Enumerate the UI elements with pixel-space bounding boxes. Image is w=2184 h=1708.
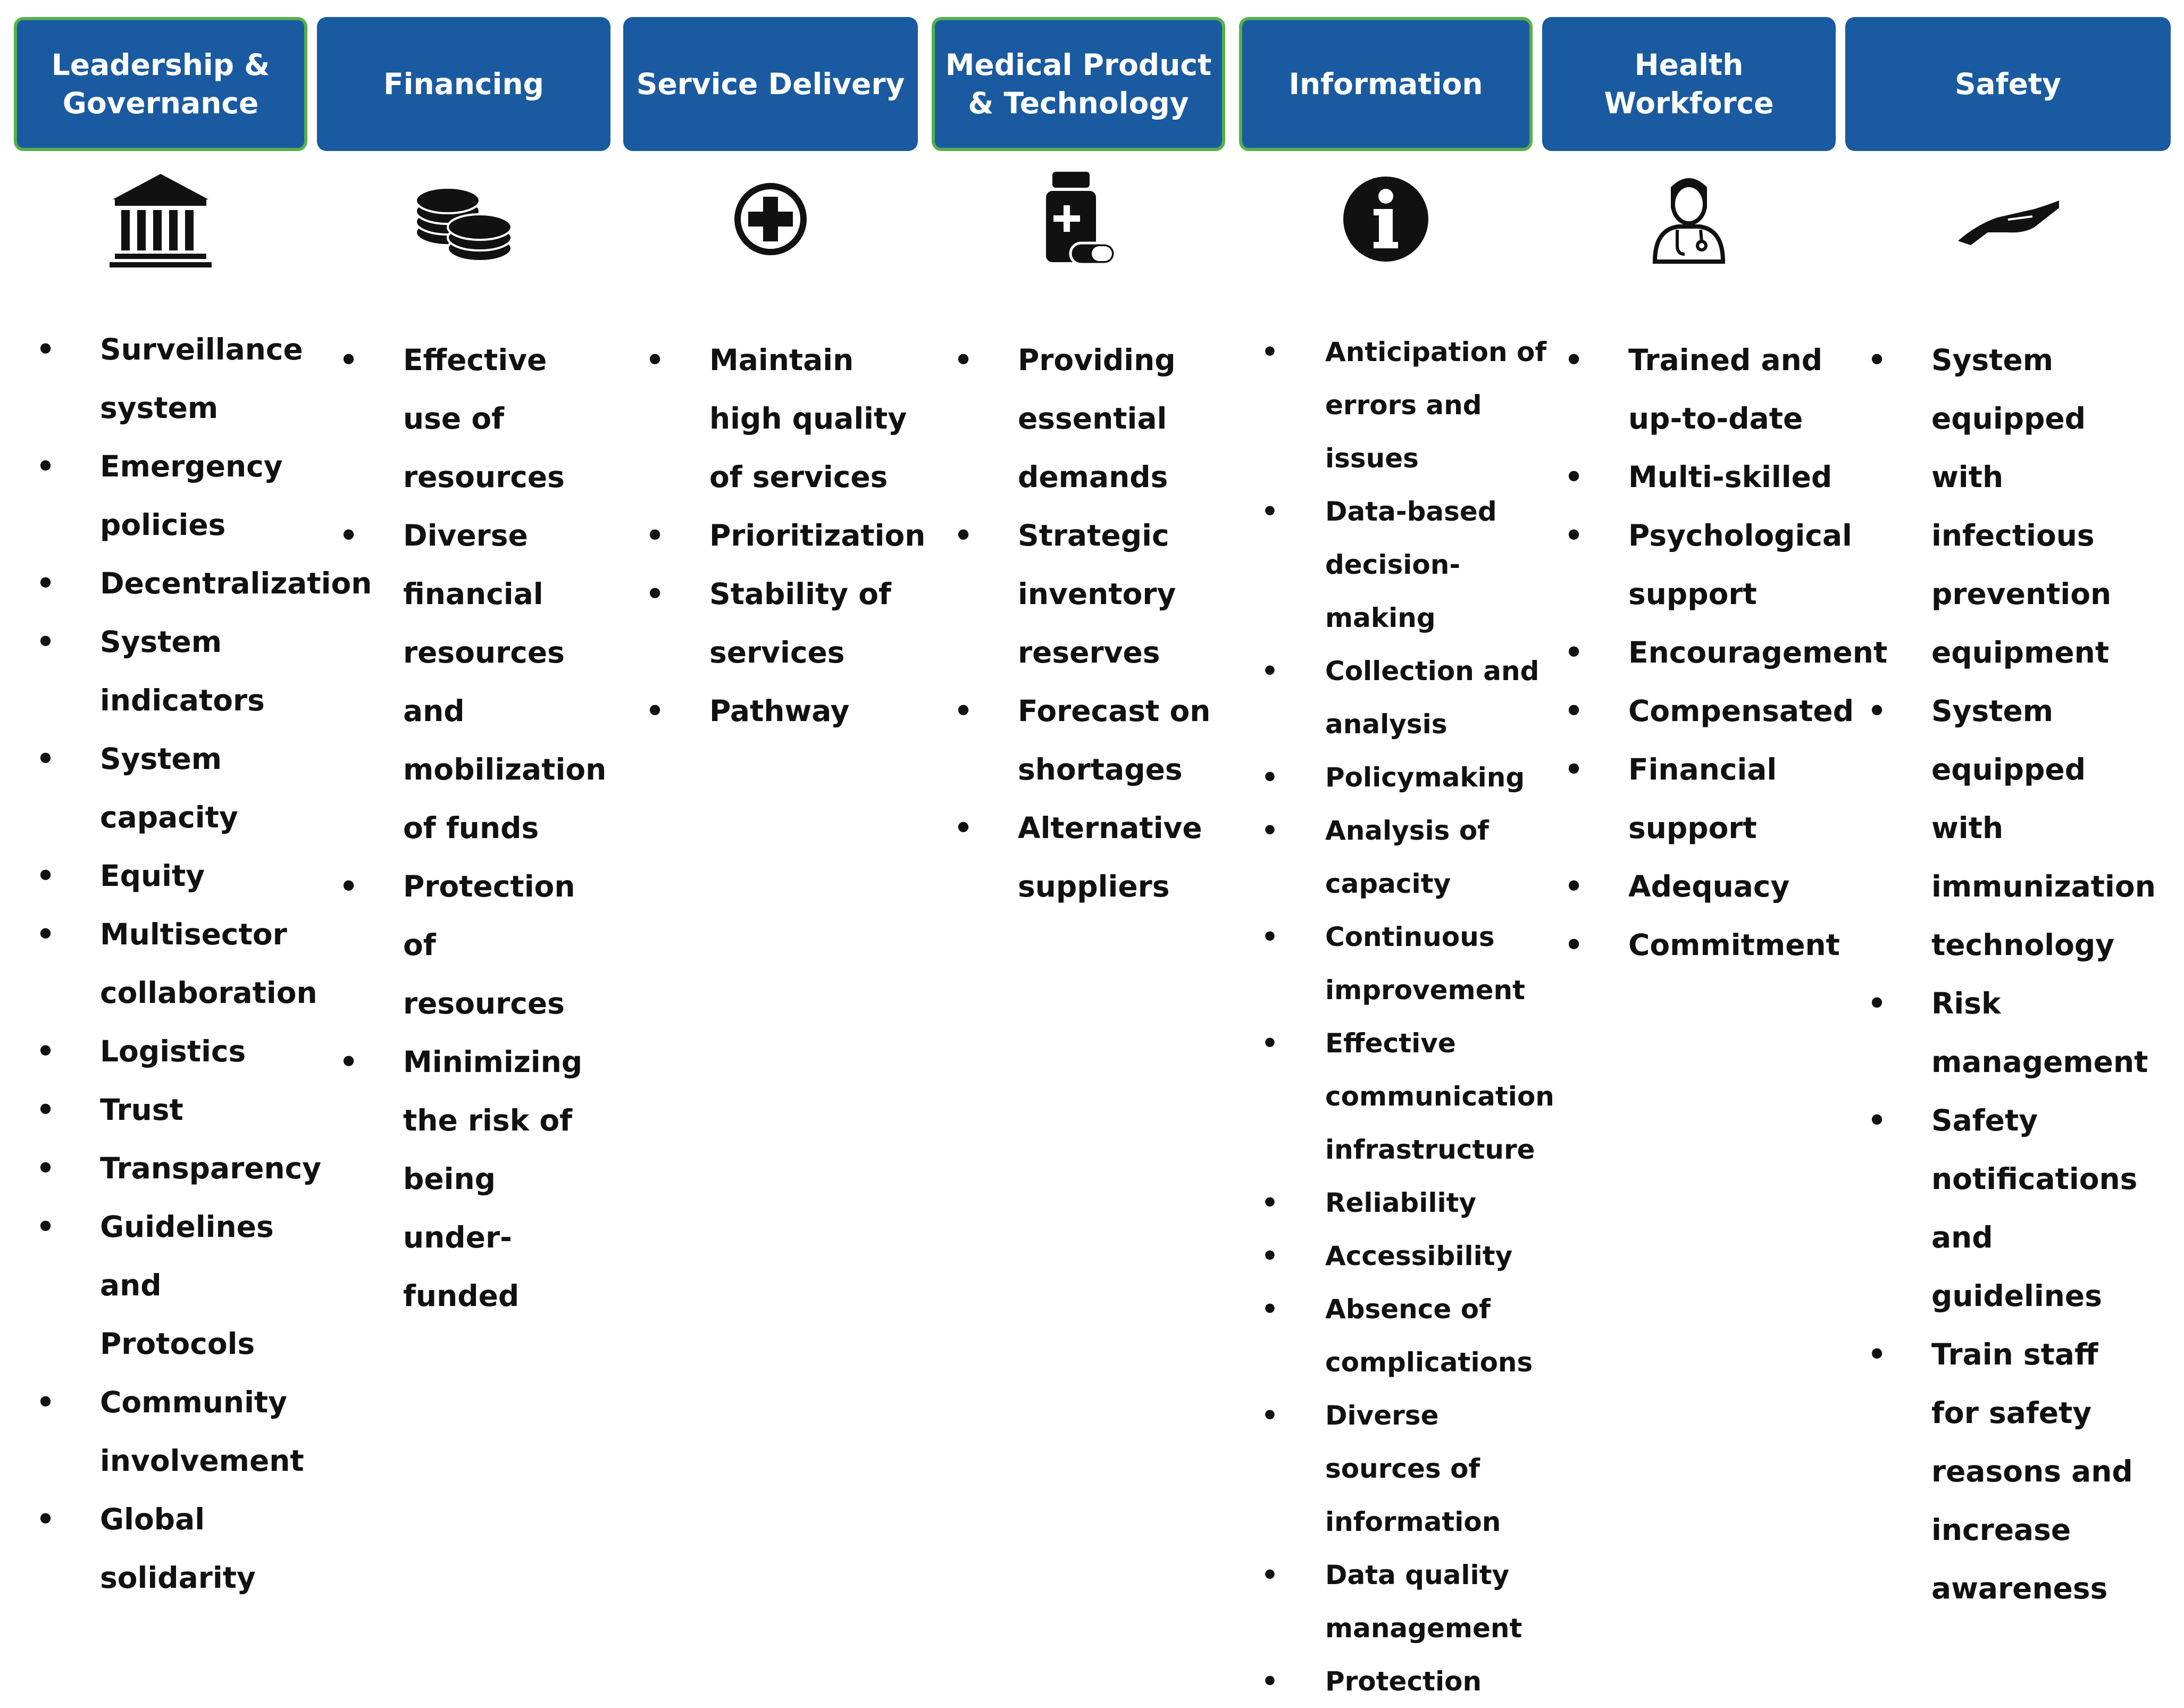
coins-stack-icon (317, 161, 610, 278)
column-financing (317, 17, 610, 1313)
list-item-text: Adequacy (1628, 869, 1790, 903)
list-item-text: Strategic inventory reserves (1018, 518, 1176, 669)
list-item (932, 331, 1240, 506)
list-item (1239, 804, 1547, 910)
list-item-text: Emergency policies (100, 449, 283, 542)
list-item (623, 506, 926, 565)
bullet-icon: • (1261, 1241, 1278, 1271)
bullet-icon: • (339, 343, 358, 377)
bullet-icon: • (339, 1045, 358, 1079)
bullet-icon: • (1261, 922, 1278, 952)
bullet-icon: • (1868, 343, 1887, 377)
column-header: Health Workforce (1542, 17, 1836, 151)
list-item-text: Maintain high quality of services (709, 343, 907, 494)
list-item-text: Global solidarity (100, 1502, 256, 1595)
bullet-icon: • (36, 859, 55, 893)
list-item (1239, 1389, 1547, 1548)
list-item-text: Risk management (1931, 986, 2148, 1079)
bullet-icon: • (339, 869, 358, 903)
list-item (14, 1373, 354, 1490)
item-list (1239, 325, 1554, 1708)
bullet-icon: • (954, 343, 973, 377)
list-item (317, 331, 615, 506)
list-item-text: Data quality management (1325, 1560, 1522, 1644)
list-item (1239, 1229, 1547, 1283)
list-item-text: Forecast on shortages (1018, 694, 1211, 786)
list-item-text: Train staff for safety reasons and increase awareness (1931, 1337, 2133, 1605)
bullet-icon: • (36, 1385, 55, 1419)
list-item (1845, 1325, 2171, 1618)
bullet-icon: • (1868, 986, 1887, 1020)
list-item-text: Financial support (1628, 752, 1777, 845)
list-item-text: System capacity (100, 742, 238, 834)
list-item (14, 905, 354, 1022)
list-item (14, 1490, 354, 1607)
list-item (14, 437, 354, 554)
list-item-text: Multisector collaboration (100, 917, 317, 1010)
list-item-text: Logistics (100, 1034, 246, 1068)
list-item (1239, 1017, 1554, 1176)
bullet-icon: • (1868, 694, 1887, 728)
list-item-text: Diverse sources of information (1325, 1400, 1501, 1537)
bullet-icon: • (1868, 1103, 1887, 1137)
list-item (14, 847, 354, 905)
list-item-text: Decentralization (100, 566, 372, 600)
bullet-icon: • (1564, 694, 1584, 728)
bullet-icon: • (646, 577, 665, 611)
bullet-icon: • (646, 518, 665, 552)
list-item (1542, 331, 1840, 448)
column-header: Safety (1845, 17, 2171, 151)
column-leadership-governance (14, 17, 372, 1595)
list-item-text: Alternative suppliers (1018, 811, 1202, 903)
list-item (1542, 740, 1840, 857)
bullet-icon: • (1564, 752, 1584, 786)
column-service-delivery (623, 17, 926, 728)
list-item-text: Equity (100, 859, 205, 893)
column-header: Medical Product & Technology (932, 17, 1225, 151)
list-item-text: Transparency (100, 1151, 322, 1185)
list-item (1845, 1091, 2171, 1325)
list-item (14, 1081, 354, 1139)
list-item-text: System equipped with immunization technology (1931, 694, 2156, 962)
info-icon (1239, 161, 1533, 278)
column-medical-product-technology (932, 17, 1225, 903)
column-safety (1845, 17, 2171, 1605)
item-list (932, 331, 1240, 916)
list-item (1239, 1176, 1547, 1229)
bullet-icon: • (1261, 815, 1278, 846)
item-list (1542, 331, 1888, 974)
list-item (1845, 331, 2171, 682)
bullet-icon: • (1261, 656, 1278, 686)
list-item (932, 506, 1240, 682)
list-item (1239, 325, 1547, 485)
item-list (1845, 331, 2171, 1618)
caring-hand-icon (1845, 161, 2171, 278)
list-item (14, 554, 372, 613)
list-item-text: System indicators (100, 625, 265, 717)
list-item-text: Stability of services (709, 577, 891, 669)
list-item (317, 1033, 615, 1325)
bullet-icon: • (646, 694, 665, 728)
list-item (14, 1139, 354, 1198)
list-item-text: Effective communication infrastructure (1325, 1028, 1554, 1165)
list-item-text: Trust (100, 1093, 183, 1127)
list-item-text: Community involvement (100, 1385, 304, 1478)
list-item (623, 331, 921, 506)
list-item (14, 320, 354, 437)
bullet-icon: • (1564, 518, 1584, 552)
list-item-text: Effective use of resources (403, 343, 565, 494)
bullet-icon: • (36, 1502, 55, 1536)
list-item-text: Prioritization (709, 518, 926, 552)
bullet-icon: • (36, 1151, 55, 1185)
list-item-text: Protection (1325, 1666, 1482, 1697)
list-item-text: Collection and analysis (1325, 656, 1539, 740)
list-item-text: Guidelines and Protocols (100, 1210, 274, 1361)
list-item-text: Pathway (709, 694, 850, 728)
list-item (14, 1022, 354, 1081)
bullet-icon: • (1261, 1294, 1278, 1325)
bullet-icon: • (36, 625, 55, 659)
list-item-text: Accessibility (1325, 1241, 1513, 1271)
list-item (1542, 857, 1840, 916)
list-item-text: Trained and up-to-date (1628, 343, 1823, 436)
list-item-text: Surveillance system (100, 332, 303, 425)
list-item (317, 506, 615, 857)
bullet-icon: • (36, 449, 55, 483)
bullet-icon: • (339, 518, 358, 552)
list-item (1239, 910, 1547, 1017)
list-item-text: Policymaking (1325, 762, 1525, 793)
bullet-icon: • (36, 332, 55, 366)
list-item-text: Minimizing the risk of being under-funded (403, 1045, 583, 1313)
list-item (623, 682, 921, 740)
list-item-text: Anticipation of errors and issues (1325, 337, 1547, 474)
list-item-text: Providing essential demands (1018, 343, 1176, 494)
list-item (14, 613, 354, 730)
bullet-icon: • (1261, 1028, 1278, 1059)
bullet-icon: • (36, 742, 55, 776)
bullet-icon: • (36, 566, 55, 600)
bullet-icon: • (646, 343, 665, 377)
bullet-icon: • (36, 1034, 55, 1068)
bullet-icon: • (1261, 337, 1278, 367)
bullet-icon: • (954, 518, 973, 552)
column-header: Leadership & Governance (14, 17, 307, 151)
list-item (1239, 1548, 1547, 1655)
list-item-text: Analysis of capacity (1325, 815, 1489, 899)
bullet-icon: • (1261, 1560, 1278, 1590)
bullet-icon: • (1564, 928, 1584, 962)
bullet-icon: • (954, 694, 973, 728)
list-item-text: Psychological support (1628, 518, 1852, 611)
list-item-text: Protection of resources (403, 869, 575, 1020)
column-header: Financing (317, 17, 610, 151)
bullet-icon: • (1261, 762, 1278, 793)
list-item (14, 1198, 354, 1373)
list-item (932, 682, 1240, 799)
list-item (1542, 506, 1852, 623)
list-item (1542, 448, 1840, 506)
list-item-text: Absence of complications (1325, 1294, 1533, 1378)
list-item (932, 799, 1240, 916)
bullet-icon: • (1261, 1187, 1278, 1218)
bullet-icon: • (36, 1210, 55, 1244)
bullet-icon: • (1564, 869, 1584, 903)
list-item-text: Safety notifications and guidelines (1931, 1103, 2138, 1313)
column-header: Service Delivery (623, 17, 918, 151)
list-item (1542, 623, 1888, 682)
list-item (1239, 644, 1547, 751)
column-health-workforce (1542, 17, 1888, 962)
list-item (1542, 682, 1854, 740)
list-item (1239, 1655, 1547, 1708)
bullet-icon: • (1261, 1400, 1278, 1431)
bullet-icon: • (954, 811, 973, 845)
list-item (317, 857, 615, 1033)
bullet-icon: • (1868, 1337, 1887, 1371)
bullet-icon: • (1261, 1666, 1278, 1697)
list-item (623, 565, 921, 682)
list-item (14, 730, 354, 847)
bullet-icon: • (1564, 460, 1584, 494)
bullet-icon: • (36, 1093, 55, 1127)
list-item-text: Data-based decision-making (1325, 496, 1497, 633)
list-item (1239, 485, 1547, 644)
bullet-icon: • (1564, 635, 1584, 669)
list-item (1239, 1283, 1547, 1389)
bullet-icon: • (36, 917, 55, 951)
item-list (317, 331, 615, 1325)
item-list (623, 331, 926, 740)
list-item (1845, 682, 2171, 974)
list-item (1239, 751, 1547, 804)
medical-cross-icon (623, 161, 918, 278)
list-item-text: Commitment (1628, 928, 1840, 962)
institution-building-icon (14, 161, 307, 278)
list-item-text: System equipped with infectious prevention equipment (1931, 343, 2112, 669)
column-information (1239, 17, 1554, 1697)
doctor-icon (1542, 161, 1836, 278)
bullet-icon: • (1261, 496, 1278, 527)
medicine-bottle-icon (932, 161, 1225, 278)
bullet-icon: • (1564, 343, 1584, 377)
list-item (1542, 916, 1840, 974)
list-item-text: Diverse financial resources and mobilization of funds (403, 518, 607, 845)
column-header: Information (1239, 17, 1533, 151)
list-item-text: Compensated (1628, 694, 1854, 728)
list-item-text: Encouragement (1628, 635, 1888, 669)
list-item-text: Multi-skilled (1628, 460, 1832, 494)
list-item-text: Continuous improvement (1325, 922, 1526, 1006)
list-item (1845, 974, 2171, 1091)
item-list (14, 320, 372, 1607)
list-item-text: Reliability (1325, 1187, 1477, 1218)
